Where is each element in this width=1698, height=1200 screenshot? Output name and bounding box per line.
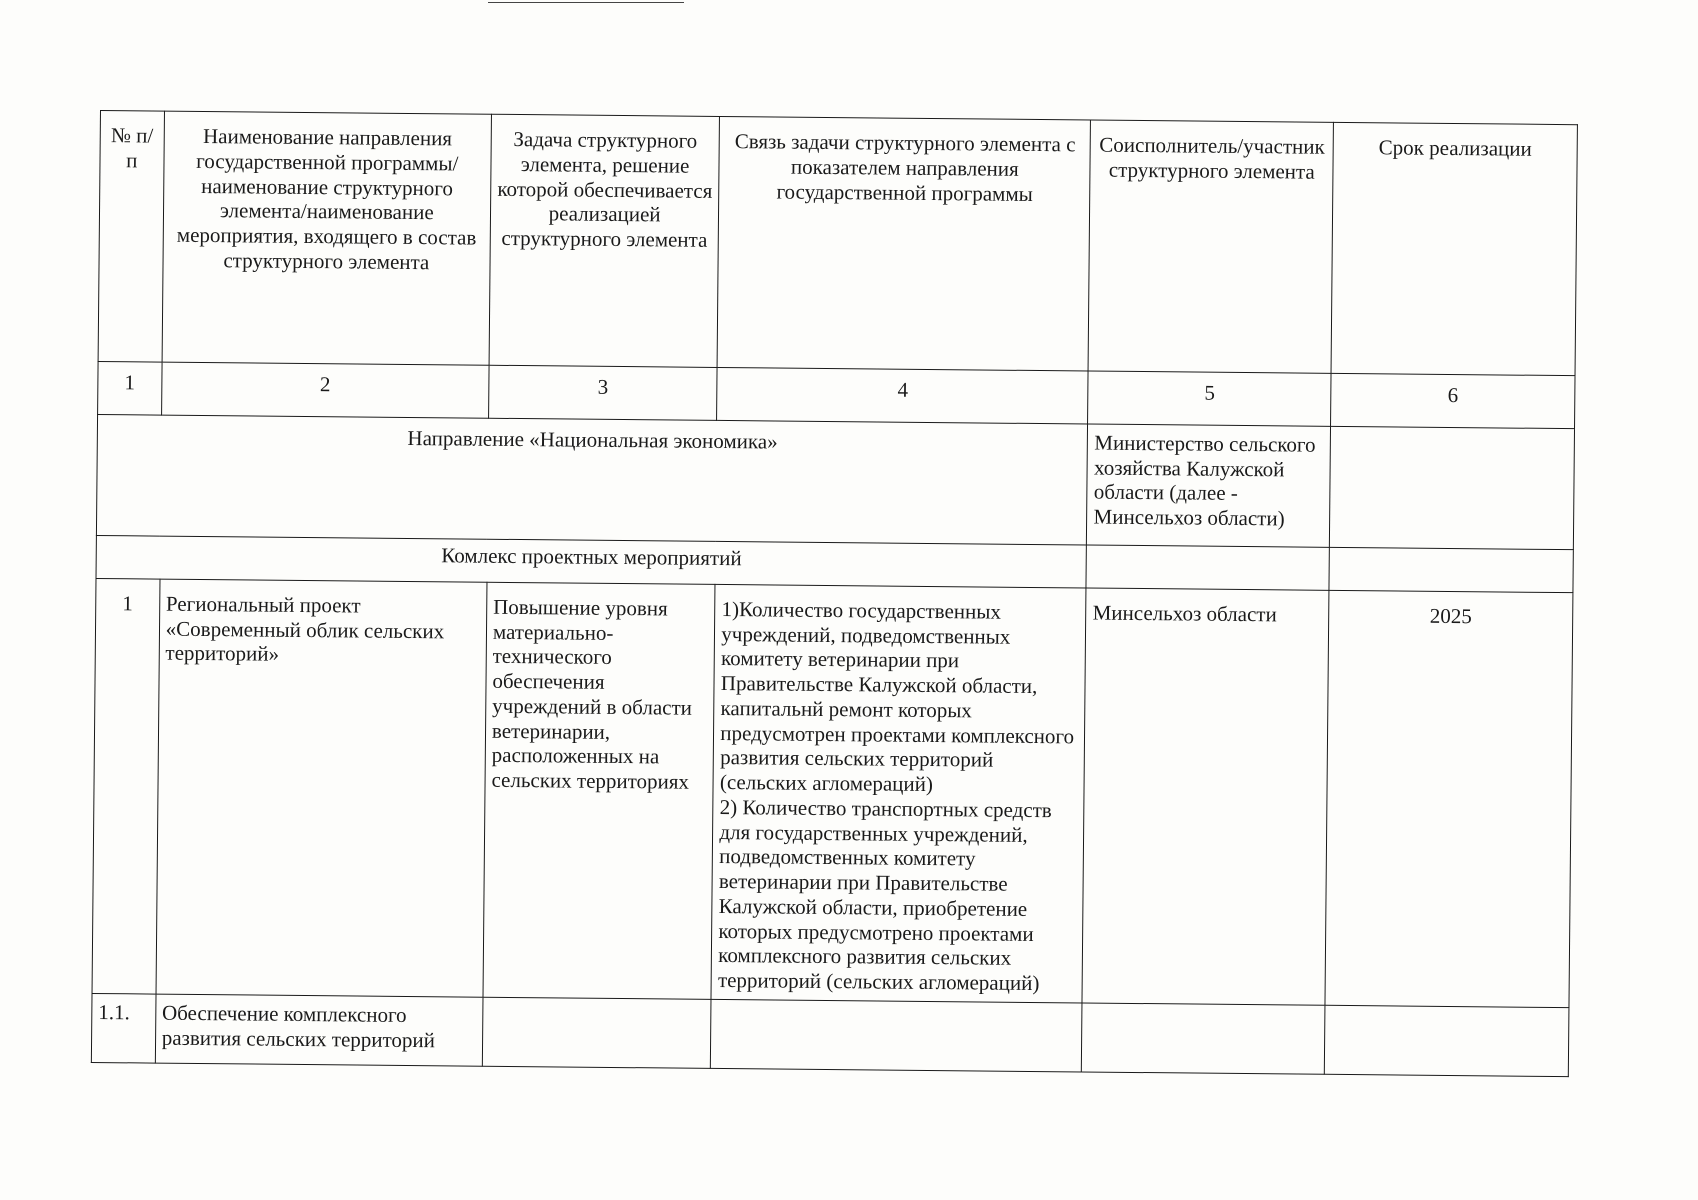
- table-header-row: [98, 111, 1577, 376]
- row-name: Региональный проект «Современный облик сельских территорий»: [156, 579, 487, 997]
- header-term: Срок реализации: [1331, 122, 1577, 375]
- header-name: Наименование направления государственной программы/ наименование структурного элемента/наименование мероприятия, входящего в состав структурного элемента: [162, 111, 492, 365]
- column-number: 5: [1088, 371, 1331, 426]
- column-number: 4: [717, 367, 1089, 424]
- row-link-indicator-1: 1)Количество государственных учреждений, подведомственных комитету ветеринарии при Правительстве Калужской области, капитальнй ремонт которых предусмотрен проектами комплексного развития сельских территорий (сельских агломераций): [719, 596, 1075, 797]
- header-link: Связь задачи структурного элемента с показателем направления государственной программы: [717, 116, 1091, 370]
- direction-executor: Министерство сельского хозяйства Калужской области (далее - Минсельхоз области): [1087, 424, 1331, 547]
- row-task: [482, 997, 711, 1068]
- column-number: 1: [98, 361, 162, 415]
- scan-artifact-line: [488, 2, 684, 3]
- row-term: 2025: [1325, 590, 1573, 1008]
- complex-executor: [1086, 545, 1329, 590]
- row-executor: Минсельхоз области: [1082, 588, 1329, 1006]
- column-number: 2: [161, 362, 489, 418]
- row-link: [711, 584, 1086, 1003]
- row-link-indicator-2: 2) Количество транспортных средств для государственных учреждений, подведомственных комитету ветеринарии при Правительстве Калужской области, приобретение которых предусмотрено проектами комплексного развития сельских территорий (сельских агломераций): [717, 794, 1052, 996]
- row-executor: [1082, 1003, 1325, 1074]
- program-structure-table: [91, 110, 1578, 1077]
- direction-term: [1330, 426, 1575, 549]
- complex-term: [1329, 547, 1573, 592]
- header-task: Задача структурного элемента, решение которой обеспечивается реализацией структурного элемента: [489, 114, 720, 367]
- direction-title: Направление «Национальная экономика»: [96, 414, 1088, 545]
- table-row: [92, 578, 1573, 1007]
- direction-row: [96, 414, 1574, 549]
- column-number: 6: [1331, 373, 1575, 428]
- complex-title: Комлекс проектных мероприятий: [96, 535, 1087, 588]
- column-number: 3: [488, 365, 717, 420]
- row-task: Повышение уровня материально-технического обеспечения учреждений в области ветеринарии, расположенных на сельских территориях: [483, 582, 715, 999]
- row-num: 1: [92, 578, 160, 994]
- row-link: [711, 999, 1083, 1072]
- table-row: [91, 993, 1569, 1076]
- header-executor: Соисполнитель/участник структурного элемента: [1089, 120, 1334, 373]
- header-num: № п/п: [98, 111, 164, 362]
- row-num: 1.1.: [91, 993, 155, 1063]
- row-term: [1324, 1005, 1568, 1076]
- row-name: Обеспечение комплексного развития сельских территорий: [155, 994, 483, 1066]
